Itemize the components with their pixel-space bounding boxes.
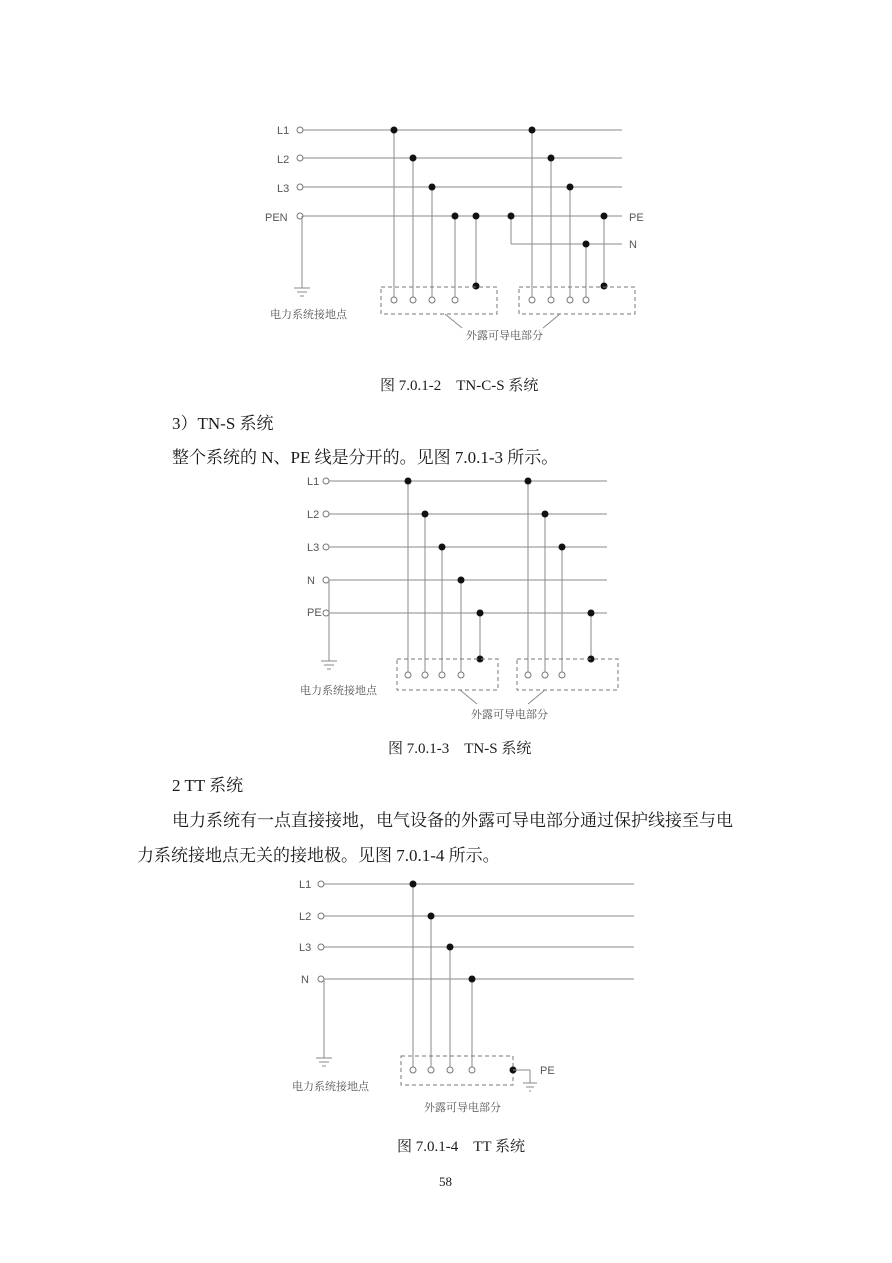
label-n: N: [629, 239, 637, 251]
label-l1: L1: [299, 879, 312, 891]
label-l2: L2: [299, 911, 312, 923]
section-heading-tns: 3）TN-S 系统: [172, 414, 274, 433]
label-l3: L3: [307, 542, 320, 554]
label-l2: L2: [277, 154, 290, 166]
parts-label: 外露可导电部分: [466, 330, 543, 342]
label-pe: PE: [540, 1065, 555, 1077]
parts-label: 外露可导电部分: [471, 709, 548, 721]
tn-s-diagram: [0, 468, 892, 728]
figure-caption-tncs: 图 7.0.1-2 TN-C-S 系统: [380, 378, 539, 394]
tt-diagram: [0, 868, 892, 1128]
figure-caption-tns: 图 7.0.1-3 TN-S 系统: [388, 741, 532, 757]
label-l1: L1: [277, 125, 290, 137]
ground-label: 电力系统接地点: [270, 309, 347, 321]
label-pe: PE: [307, 607, 322, 619]
label-pen: PEN: [265, 212, 288, 224]
label-n: N: [307, 575, 315, 587]
paragraph-tt-line2: 力系统接地点无关的接地极。见图 7.0.1-4 所示。: [137, 846, 500, 865]
ground-label: 电力系统接地点: [292, 1081, 369, 1093]
ground-label: 电力系统接地点: [300, 685, 377, 697]
label-l3: L3: [277, 183, 290, 195]
page-number: 58: [439, 1174, 452, 1189]
label-pe: PE: [629, 212, 644, 224]
label-l2: L2: [307, 509, 320, 521]
label-n: N: [301, 974, 309, 986]
section-heading-tt: 2 TT 系统: [172, 776, 244, 795]
paragraph-tt-line1: 电力系统有一点直接接地，电气设备的外露可导电部分通过保护线接至与电: [172, 811, 733, 830]
label-l3: L3: [299, 942, 312, 954]
paragraph-tns: 整个系统的 N、PE 线是分开的。见图 7.0.1-3 所示。: [172, 448, 559, 467]
parts-label: 外露可导电部分: [424, 1102, 501, 1114]
label-l1: L1: [307, 476, 320, 488]
figure-caption-tt: 图 7.0.1-4 TT 系统: [397, 1139, 526, 1155]
tn-c-s-diagram: [0, 110, 892, 350]
